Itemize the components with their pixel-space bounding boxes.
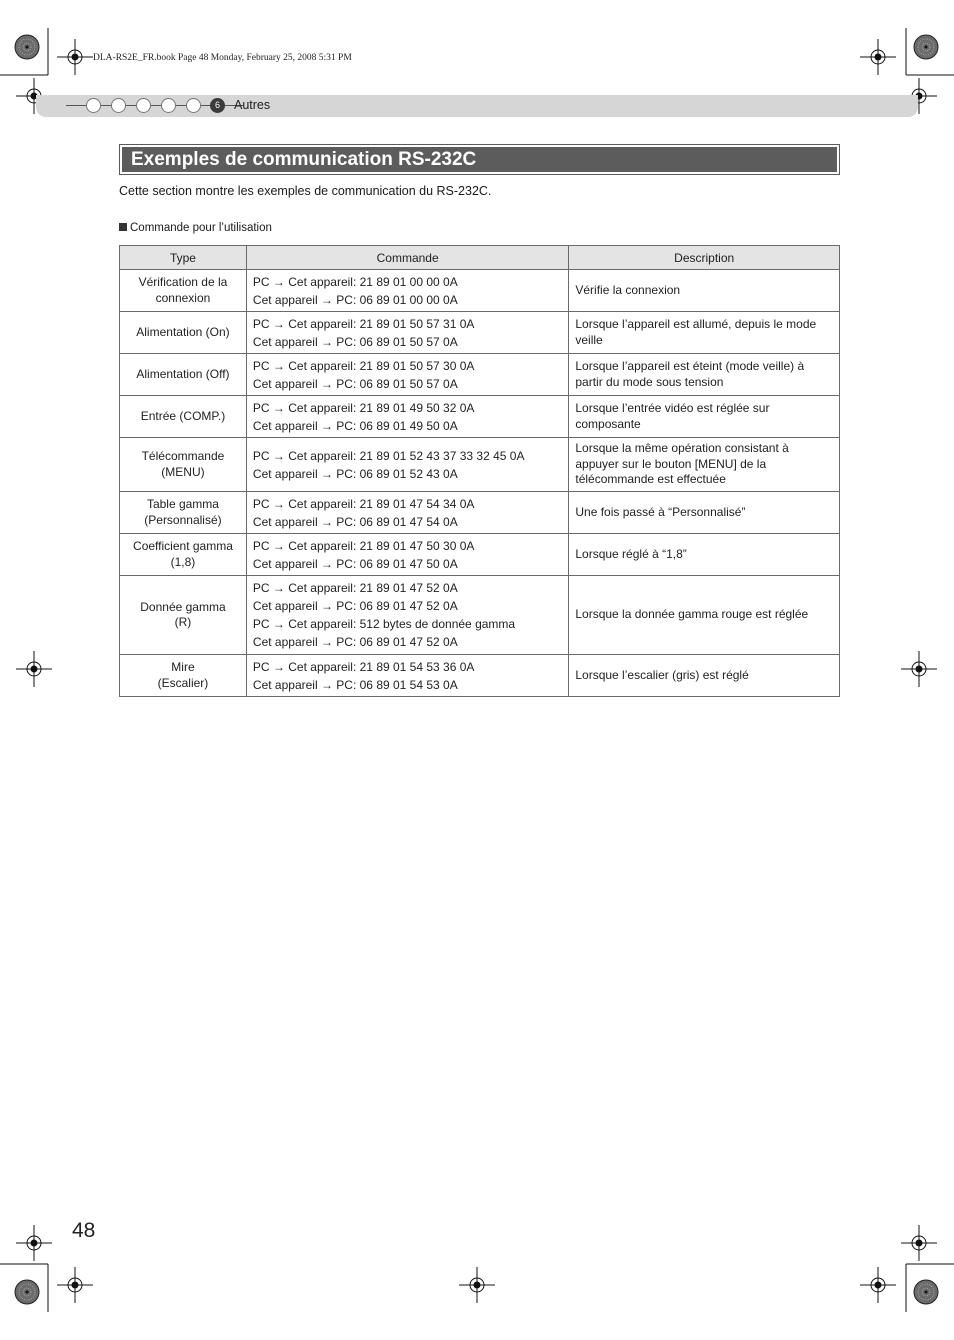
table-row: [120, 270, 840, 312]
table-row: [120, 396, 840, 438]
table-row: [120, 312, 840, 354]
type-cell: Vérification de la connexion: [120, 270, 247, 312]
chapter-dot: [136, 98, 151, 113]
command-cell: PC → Cet appareil: 21 89 01 50 57 31 0A Cet appareil → PC: 06 89 01 50 57 0A: [246, 312, 568, 354]
section-header: [119, 144, 840, 175]
table-row: [120, 492, 840, 534]
type-cell: Mire (Escalier): [120, 655, 247, 697]
description-cell: Lorsque l’escalier (gris) est réglé: [569, 655, 840, 697]
table-header-row: [120, 246, 840, 270]
square-bullet-icon: [119, 223, 127, 231]
command-cell: PC → Cet appareil: 21 89 01 47 54 34 0A Cet appareil → PC: 06 89 01 47 54 0A: [246, 492, 568, 534]
description-cell: Lorsque l’appareil est éteint (mode veille) à partir du mode sous tension: [569, 354, 840, 396]
table-row: [120, 354, 840, 396]
command-cell: PC → Cet appareil: 21 89 01 52 43 37 33 32 45 0A Cet appareil → PC: 06 89 01 52 43 0A: [246, 438, 568, 492]
description-cell: Lorsque réglé à “1,8”: [569, 534, 840, 576]
chapter-dot: [186, 98, 201, 113]
command-cell: PC → Cet appareil: 21 89 01 00 00 0A Cet appareil → PC: 06 89 01 00 00 0A: [246, 270, 568, 312]
chapter-dot: [161, 98, 176, 113]
description-cell: Une fois passé à “Personnalisé”: [569, 492, 840, 534]
command-cell: PC → Cet appareil: 21 89 01 47 52 0A Cet appareil → PC: 06 89 01 47 52 0A PC → Cet appareil: 512 bytes de donnée gamma Cet appareil → PC: 06 89 01 47 52 0A: [246, 576, 568, 655]
command-cell: PC → Cet appareil: 21 89 01 50 57 30 0A Cet appareil → PC: 06 89 01 50 57 0A: [246, 354, 568, 396]
page-number: 48: [72, 1219, 96, 1242]
intro-text: Cette section montre les exemples de communication du RS-232C.: [119, 184, 492, 198]
description-cell: Lorsque la donnée gamma rouge est réglée: [569, 576, 840, 655]
subheading: [119, 222, 272, 234]
chapter-dot: [111, 98, 126, 113]
type-cell: Table gamma (Personnalisé): [120, 492, 247, 534]
description-cell: Lorsque l’entrée vidéo est réglée sur composante: [569, 396, 840, 438]
file-info: DLA-RS2E_FR.book Page 48 Monday, February 25, 2008 5:31 PM: [93, 53, 352, 63]
type-cell: Alimentation (Off): [120, 354, 247, 396]
command-cell: PC → Cet appareil: 21 89 01 49 50 32 0A Cet appareil → PC: 06 89 01 49 50 0A: [246, 396, 568, 438]
table-row: [120, 438, 840, 492]
type-cell: Télécommande (MENU): [120, 438, 247, 492]
column-header-type: Type: [120, 246, 247, 270]
type-cell: Entrée (COMP.): [120, 396, 247, 438]
command-cell: PC → Cet appareil: 21 89 01 47 50 30 0A Cet appareil → PC: 06 89 01 47 50 0A: [246, 534, 568, 576]
table-row: [120, 534, 840, 576]
chapter-bar: [36, 95, 918, 117]
chapter-dot: [86, 98, 101, 113]
subheading-text: Commande pour l’utilisation: [130, 222, 272, 234]
command-cell: PC → Cet appareil: 21 89 01 54 53 36 0A Cet appareil → PC: 06 89 01 54 53 0A: [246, 655, 568, 697]
description-cell: Lorsque l’appareil est allumé, depuis le mode veille: [569, 312, 840, 354]
table-row: [120, 576, 840, 655]
chapter-title: Autres: [234, 98, 271, 112]
section-title: Exemples de communication RS-232C: [122, 147, 837, 172]
type-cell: Alimentation (On): [120, 312, 247, 354]
column-header-command: Commande: [246, 246, 568, 270]
chapter-number-badge: 6: [210, 98, 225, 113]
type-cell: Donnée gamma (R): [120, 576, 247, 655]
description-cell: Vérifie la connexion: [569, 270, 840, 312]
type-cell: Coefficient gamma (1,8): [120, 534, 247, 576]
table-row: [120, 655, 840, 697]
description-cell: Lorsque la même opération consistant à appuyer sur le bouton [MENU] de la télécommande est effectuée: [569, 438, 840, 492]
column-header-description: Description: [569, 246, 840, 270]
command-table: [119, 245, 840, 697]
